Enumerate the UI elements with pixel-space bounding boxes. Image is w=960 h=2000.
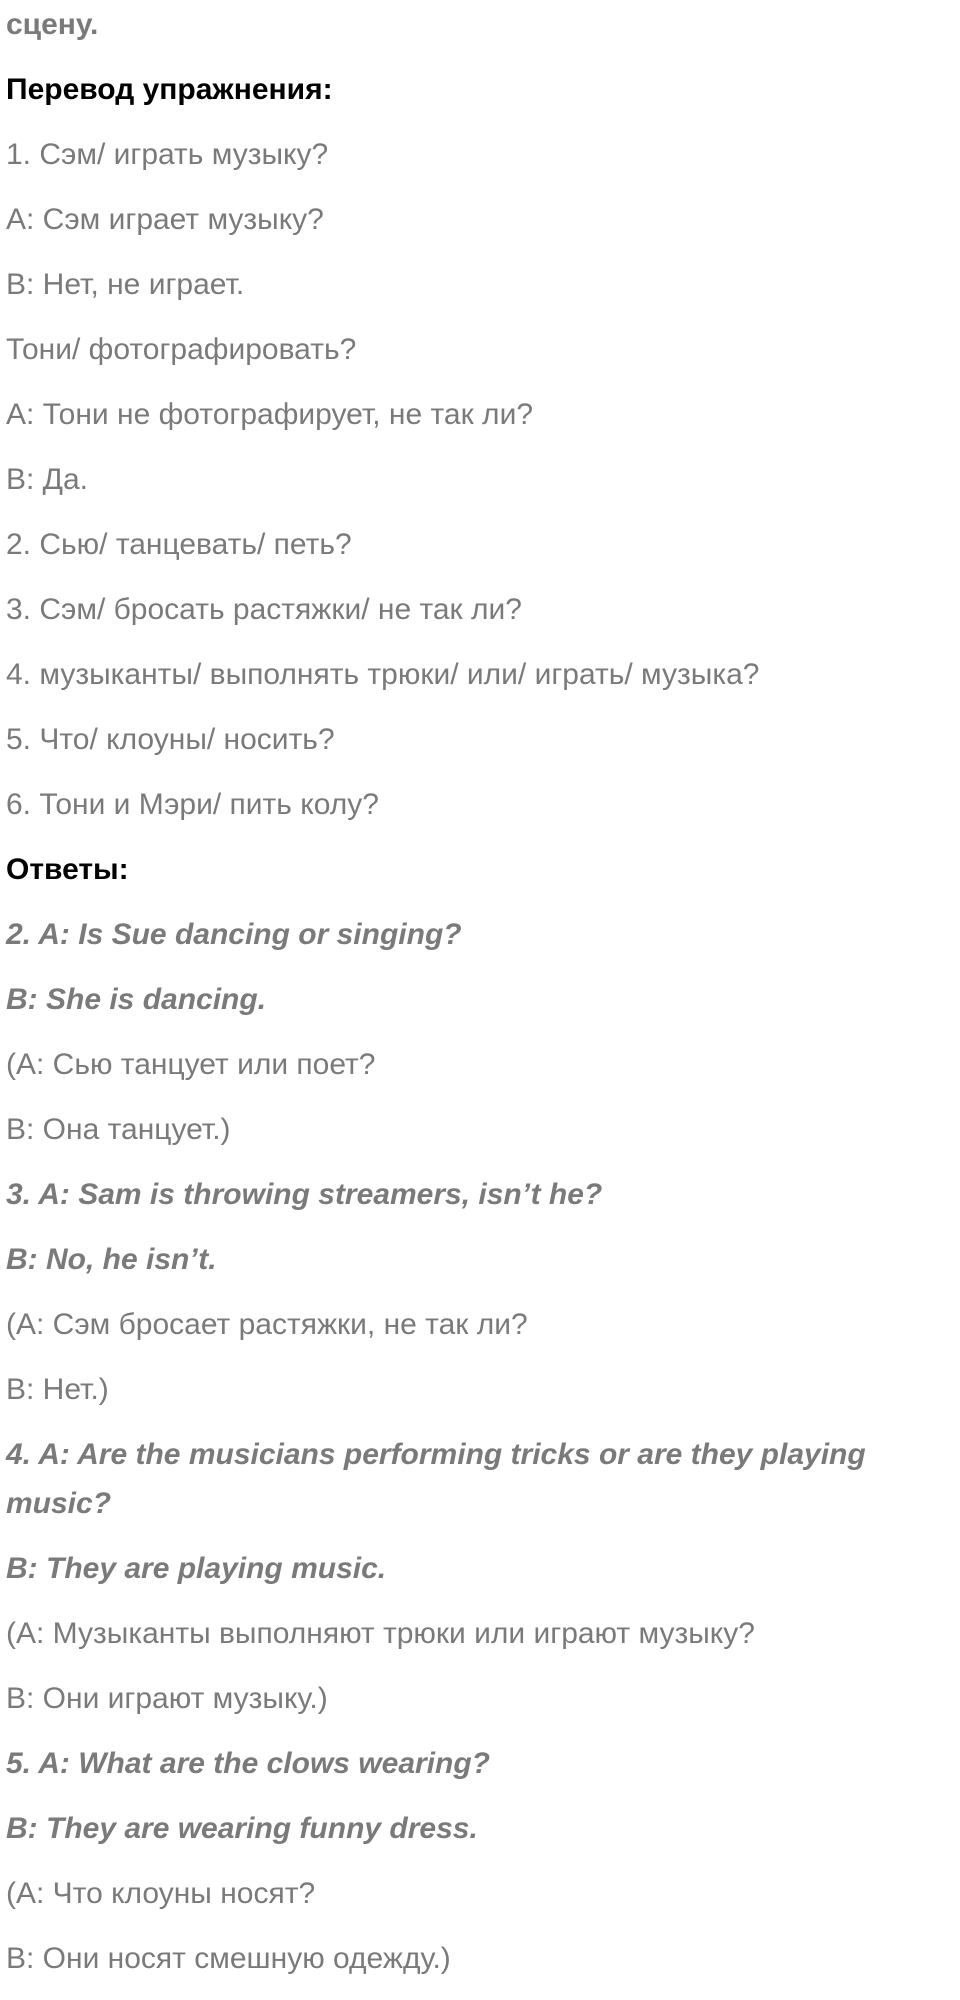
answer-question: 2. A: Is Sue dancing or singing? (6, 918, 462, 951)
answer-translation-question: (A: Сэм бросает растяжки, не так ли? (6, 1308, 528, 1341)
translation-line: Тони/ фотографировать? (6, 333, 357, 366)
answer-question: 4. A: Are the musicians performing tricks or are they playing music? (6, 1438, 866, 1520)
answer-translation-response: B: Они носят смешную одежду.) (6, 1942, 451, 1975)
translation-line: B: Да. (6, 463, 89, 496)
answer-question: 5. A: What are the clows wearing? (6, 1747, 490, 1780)
translation-line: 2. Сью/ танцевать/ петь? (6, 528, 352, 561)
translation-line: A: Тони не фотографирует, не так ли? (6, 398, 534, 431)
answer-response: B: No, he isn’t. (6, 1243, 217, 1276)
answer-question: 3. A: Sam is throwing streamers, isn’t he? (6, 1178, 603, 1211)
translation-line: 1. Сэм/ играть музыку? (6, 138, 329, 171)
answer-translation-question: (A: Что клоуны носят? (6, 1877, 316, 1910)
answer-response: B: They are wearing funny dress. (6, 1812, 478, 1845)
answer-translation-response: B: Они играют музыку.) (6, 1682, 328, 1715)
translation-line: B: Нет, не играет. (6, 268, 245, 301)
translation-line: 4. музыканты/ выполнять трюки/ или/ играть/ музыка? (6, 658, 760, 691)
intro-tail-text: сцену. (6, 8, 99, 41)
answer-translation-question: (A: Сью танцует или поет? (6, 1048, 376, 1081)
answer-translation-response: B: Нет.) (6, 1373, 109, 1406)
document-body (6, 0, 946, 1979)
answers-heading: Ответы: (6, 853, 129, 886)
translation-line: 6. Тони и Мэри/ пить колу? (6, 788, 379, 821)
translation-line: 3. Сэм/ бросать растяжки/ не так ли? (6, 593, 522, 626)
answer-response: B: They are playing music. (6, 1552, 387, 1585)
answer-translation-response: B: Она танцует.) (6, 1113, 231, 1146)
translation-line: 5. Что/ клоуны/ носить? (6, 723, 335, 756)
answer-response: B: She is dancing. (6, 983, 267, 1016)
translation-line: A: Сэм играет музыку? (6, 203, 324, 236)
translation-heading: Перевод упражнения: (6, 73, 333, 106)
answer-translation-question: (A: Музыканты выполняют трюки или играют музыку? (6, 1617, 755, 1650)
